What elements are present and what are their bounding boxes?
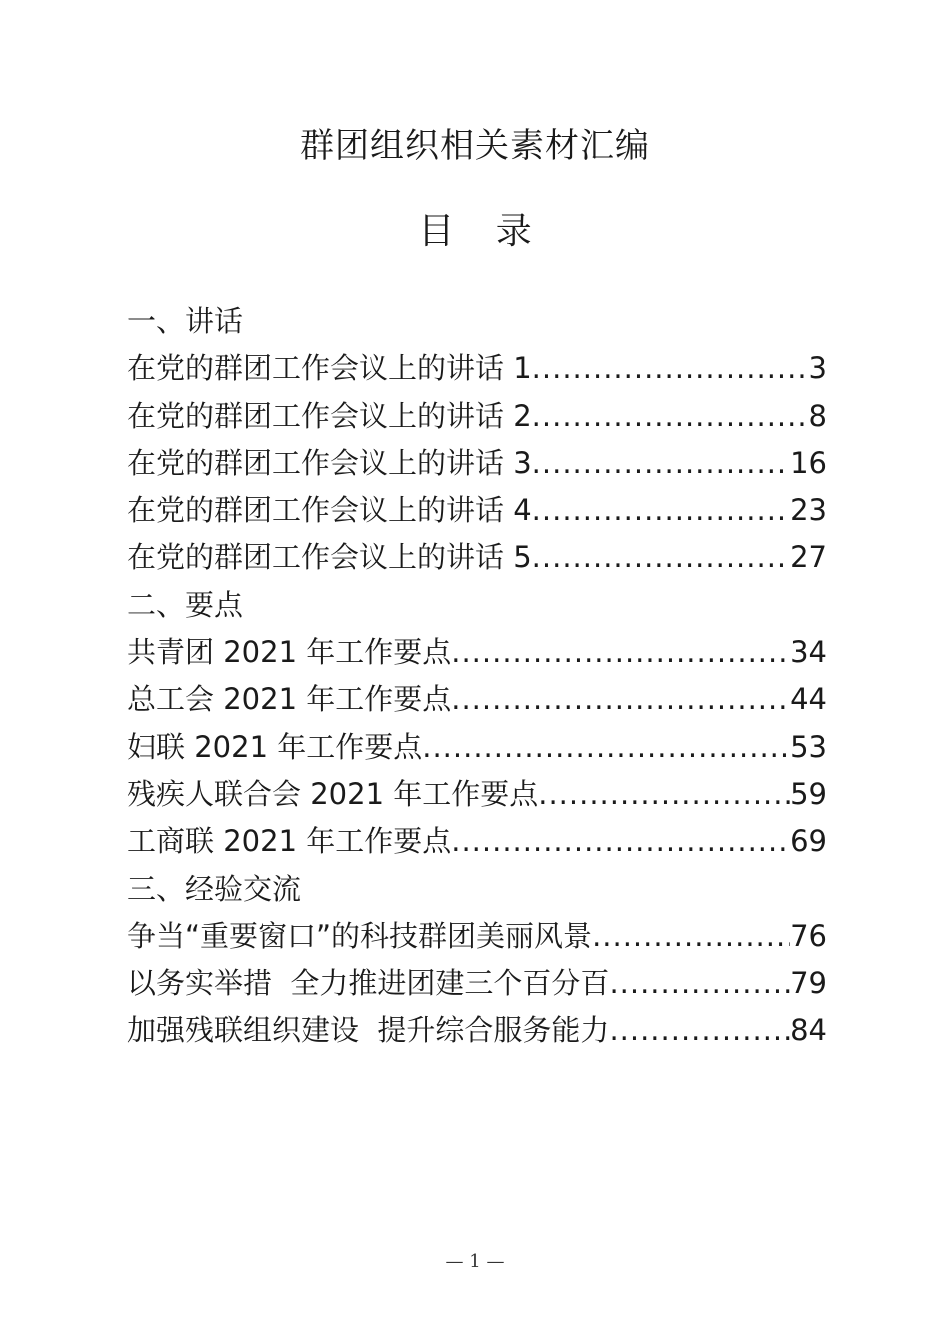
- toc-entry[interactable]: [127, 629, 827, 676]
- toc-leader-dots: [422, 724, 790, 771]
- toc-entry[interactable]: [127, 440, 827, 487]
- toc-entry[interactable]: [127, 1007, 827, 1054]
- toc-leader-dots: [532, 534, 790, 581]
- toc-entry[interactable]: [127, 724, 827, 771]
- toc-page-number: 69: [790, 824, 827, 859]
- toc-page-number: 8: [808, 398, 827, 433]
- toc-page-number: 59: [790, 776, 827, 811]
- toc-leader-dots: [532, 345, 809, 392]
- toc-leader-dots: [609, 1007, 790, 1054]
- toc-page-number: 76: [790, 918, 827, 953]
- toc-page-number: 34: [790, 635, 827, 670]
- toc-heading: 目 录: [418, 211, 532, 252]
- toc-leader-dots: [451, 676, 790, 723]
- toc-entry[interactable]: [127, 676, 827, 723]
- toc-entry[interactable]: [127, 345, 827, 392]
- toc-page-number: 79: [790, 966, 827, 1001]
- toc-entry-title: 在党的群团工作会议上的讲话 3: [127, 445, 532, 480]
- toc-entry-title: 争当“重要窗口”的科技群团美丽风景: [127, 918, 593, 953]
- table-of-contents: [127, 298, 827, 1055]
- toc-entry[interactable]: [127, 487, 827, 534]
- toc-entry[interactable]: [127, 393, 827, 440]
- page-footer: — 1 —: [445, 1251, 505, 1272]
- toc-page-number: 27: [790, 540, 827, 575]
- toc-page-number: 53: [790, 729, 827, 764]
- toc-page-number: 84: [790, 1013, 827, 1048]
- toc-entry-title: 以务实举措 全力推进团建三个百分百: [127, 966, 610, 1001]
- toc-leader-dots: [532, 440, 790, 487]
- document-title: 群团组织相关素材汇编: [300, 126, 650, 166]
- toc-page-number: 44: [790, 682, 827, 717]
- toc-entry-title: 残疾人联合会 2021 年工作要点: [127, 776, 539, 811]
- toc-entry[interactable]: [127, 960, 827, 1007]
- toc-leader-dots: [451, 629, 790, 676]
- toc-leader-dots: [592, 913, 790, 960]
- toc-entry-title: 妇联 2021 年工作要点: [127, 729, 423, 764]
- toc-section-title: 二、要点: [127, 587, 244, 622]
- toc-entry-title: 工商联 2021 年工作要点: [127, 824, 452, 859]
- toc-entry[interactable]: [127, 534, 827, 581]
- toc-leader-dots: [532, 487, 790, 534]
- toc-leader-dots: [451, 818, 790, 865]
- toc-entry-title: 加强残联组织建设 提升综合服务能力: [127, 1013, 610, 1048]
- toc-entry-title: 总工会 2021 年工作要点: [127, 682, 452, 717]
- toc-entry[interactable]: [127, 818, 827, 865]
- toc-page-number: 23: [790, 493, 827, 528]
- toc-entry-title: 在党的群团工作会议上的讲话 2: [127, 398, 532, 433]
- toc-leader-dots: [609, 960, 790, 1007]
- toc-entry-title: 在党的群团工作会议上的讲话 1: [127, 351, 532, 386]
- toc-section-title: 三、经验交流: [127, 871, 302, 906]
- toc-page-number: 16: [790, 445, 827, 480]
- toc-leader-dots: [538, 771, 790, 818]
- toc-entry[interactable]: [127, 771, 827, 818]
- toc-entry[interactable]: [127, 913, 827, 960]
- toc-entry-title: 在党的群团工作会议上的讲话 5: [127, 540, 532, 575]
- toc-section-title: 一、讲话: [127, 304, 244, 338]
- toc-leader-dots: [532, 393, 809, 440]
- toc-entry-title: 共青团 2021 年工作要点: [127, 635, 452, 670]
- toc-entry-title: 在党的群团工作会议上的讲话 4: [127, 493, 532, 528]
- toc-page-number: 3: [808, 351, 827, 386]
